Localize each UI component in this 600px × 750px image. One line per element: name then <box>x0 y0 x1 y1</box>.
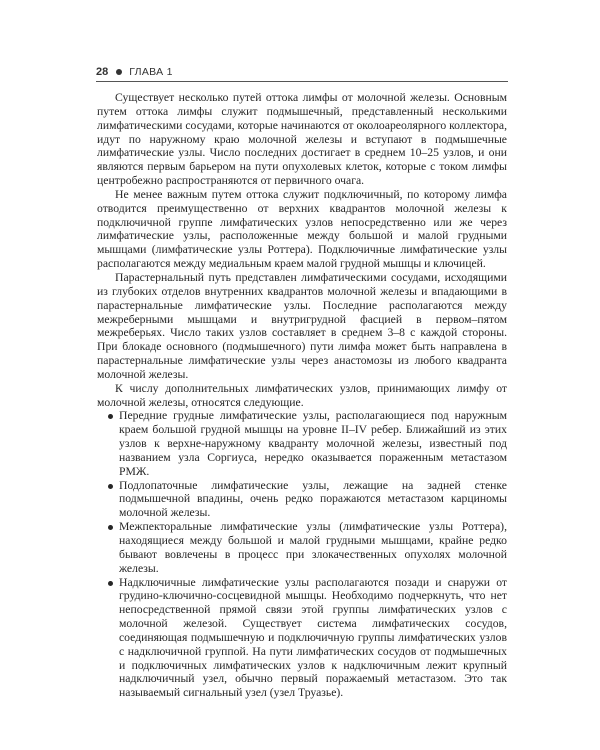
running-header <box>96 64 508 80</box>
header-divider <box>96 81 508 82</box>
bullet-separator-icon <box>116 69 122 75</box>
list-item: Подлопаточные лимфатические узлы, лежащие на задней стенке подмышечной впадины, очень редко поражаются метастазом карциномы молочной железы. <box>97 479 507 521</box>
list-item: Надключичные лимфатические узлы располагаются позади и снаружи от грудино-ключично-сосцевидной мышцы. Необходимо подчеркнуть, что нет непосредственной прямой связи этой группы лимфатических узлов с молочной железой. Существует система лимфатических сосудов, соединяющая подмышечную и подключичную группы лимфатических узлов с надключичной группой. На пути лимфатических сосудов от подмышечных и подключичных лимфатических узлов к надключичным лежит крупный надключичный узел, обычно первый поражаемый метастазом. Это так называемый сигнальный узел (узел Труазье). <box>97 576 507 701</box>
paragraph: Существует несколько путей оттока лимфы от молочной железы. Основным путем оттока лимфы служит подмышечный, представленный несколькими лимфатическими сосудами, которые начинаются от околоареолярного коллектора, идут по наружному краю молочной железы и вступают в подмышечные лимфатические узлы. Число последних достигает в среднем 10–25 узлов, и они являются первым барьером на пути опухолевых клеток, которые с током лимфы центробежно распространяются от первичного очага. <box>97 91 507 188</box>
bullet-list <box>97 409 507 700</box>
list-item: Межпекторальные лимфатические узлы (лимфатические узлы Роттера), находящиеся между большой и малой грудными мышцами, крайне редко бывают вовлечены в процесс при злокачественных опухолях молочной железы. <box>97 520 507 575</box>
body-text <box>97 91 507 700</box>
paragraph: Не менее важным путем оттока служит подключичный, по которому лимфа отводится преимущественно от верхних квадрантов молочной железы к подключичной группе лимфатических узлов непосредственно или же через лимфатические узлы, расположенные между большой и малой грудными мышцами (лимфатические узлы Роттера). Подключичные лимфатические узлы располагаются между медиальным краем малой грудной мышцы и ключицей. <box>97 187 507 271</box>
page-number: 28 <box>96 66 109 78</box>
list-item: Передние грудные лимфатические узлы, располагающиеся под наружным краем большой грудной мышцы на уровне II–IV ребер. Ближайший из этих узлов к верхне-наружному квадранту молочной железы, известный под названием узла Соргиуса, нередко оказывается пораженным метастазом РМЖ. <box>97 409 507 478</box>
chapter-title: ГЛАВА 1 <box>129 66 173 78</box>
paragraph: К числу дополнительных лимфатических узлов, принимающих лимфу от молочной железы, относятся следующие. <box>97 381 507 409</box>
paragraph: Парастернальный путь представлен лимфатическими сосудами, исходящими из глубоких отделов внутренних квадрантов молочной железы и впадающими в парастернальные лимфатические узлы. Последние располагаются между межреберными мышцами и внутригрудной фасцией в первом–пятом межреберьях. Число таких узлов составляет в среднем 3–8 с каждой стороны. При блокаде основного (подмышечного) пути лимфа может быть направлена в парастернальные лимфатические узлы через анастомозы из любого квадранта молочной железы. <box>97 270 507 381</box>
